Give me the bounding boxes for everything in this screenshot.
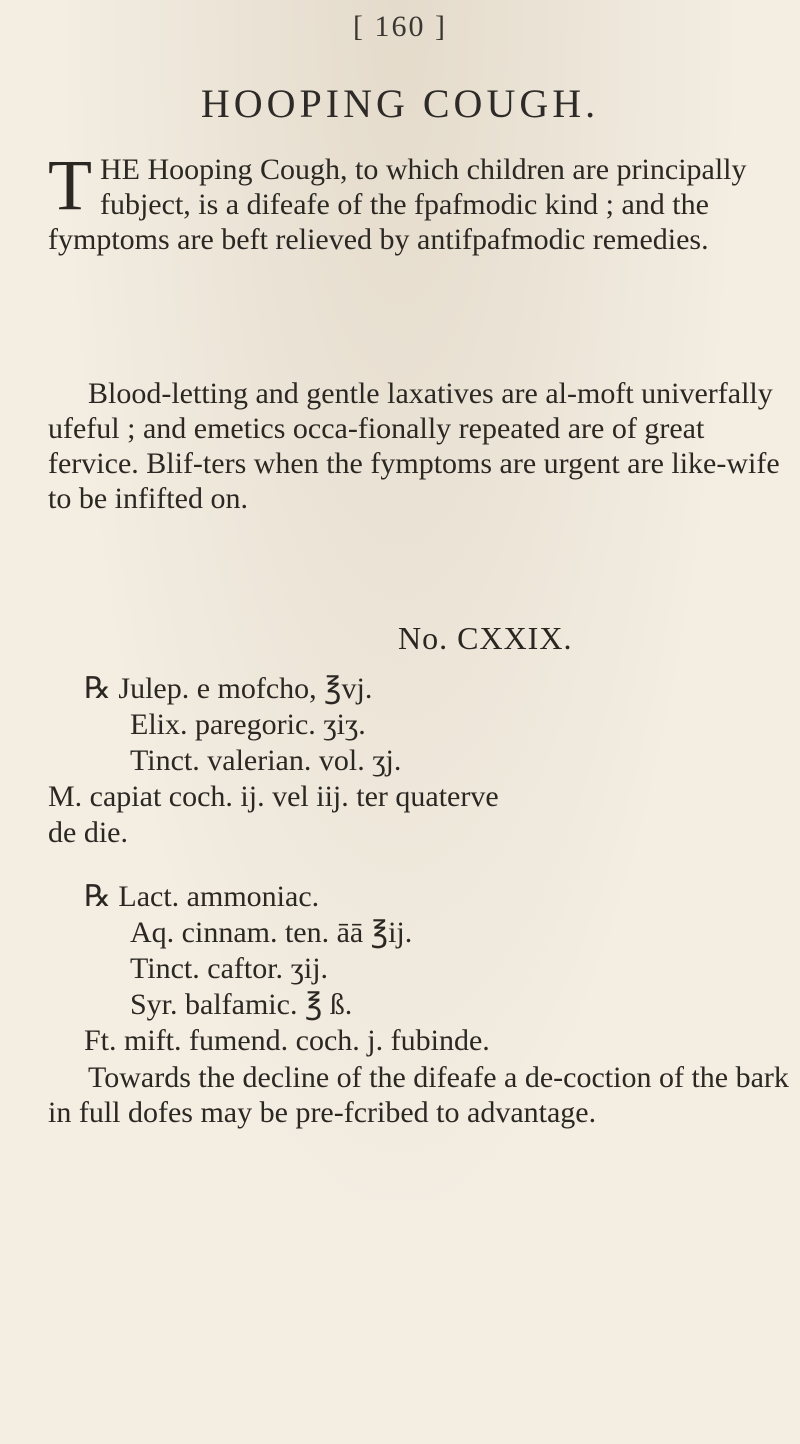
recipe-line: Syr. balfamic. ℥ ß.: [130, 988, 353, 1021]
recipe-line: ℞ Lact. ammoniac.: [84, 880, 320, 913]
paragraph-intro: [48, 145, 800, 257]
recipe-line: ℞ Julep. e mofcho, ℥vj.: [84, 672, 373, 705]
recipe-line: Tinct. caftor. ʒij.: [130, 952, 329, 985]
recipe-line: Tinct. valerian. vol. ʒj.: [130, 744, 402, 777]
recipe-line: Ft. mift. fumend. coch. j. fubinde.: [84, 1024, 490, 1057]
section-heading: HOOPING COUGH.: [200, 81, 600, 126]
paragraph-treatment: [48, 376, 800, 516]
recipe-line: M. capiat coch. ij. vel iij. ter quaterve: [48, 780, 499, 813]
paragraph-bark: [48, 1060, 800, 1130]
paragraph-text: HE Hooping Cough, to which children are principally fubject, is a difeafe of the fpafmodic kind ; and the fymptoms are beft relieved by antifpafmodic remedies.: [48, 153, 747, 256]
recipe-line: Elix. paregoric. ʒiʒ.: [130, 708, 366, 741]
paragraph-text: Blood-letting and gentle laxatives are al-moft univerfally ufeful ; and emetics occa-fionally repeated are of great fervice. Blif-ters when the fymptoms are urgent are like-wife to be infifted on.: [48, 377, 780, 515]
recipe-line: de die.: [48, 816, 128, 849]
page-number: [ 160 ]: [353, 10, 447, 43]
drop-cap: T: [48, 145, 92, 225]
paragraph-text: Towards the decline of the difeafe a de-coction of the bark in full dofes may be pre-fcribed to advantage.: [48, 1061, 789, 1129]
recipe-number: No. CXXIX.: [398, 620, 573, 656]
recipe-line: Aq. cinnam. ten. āā ℥ij.: [130, 916, 413, 949]
